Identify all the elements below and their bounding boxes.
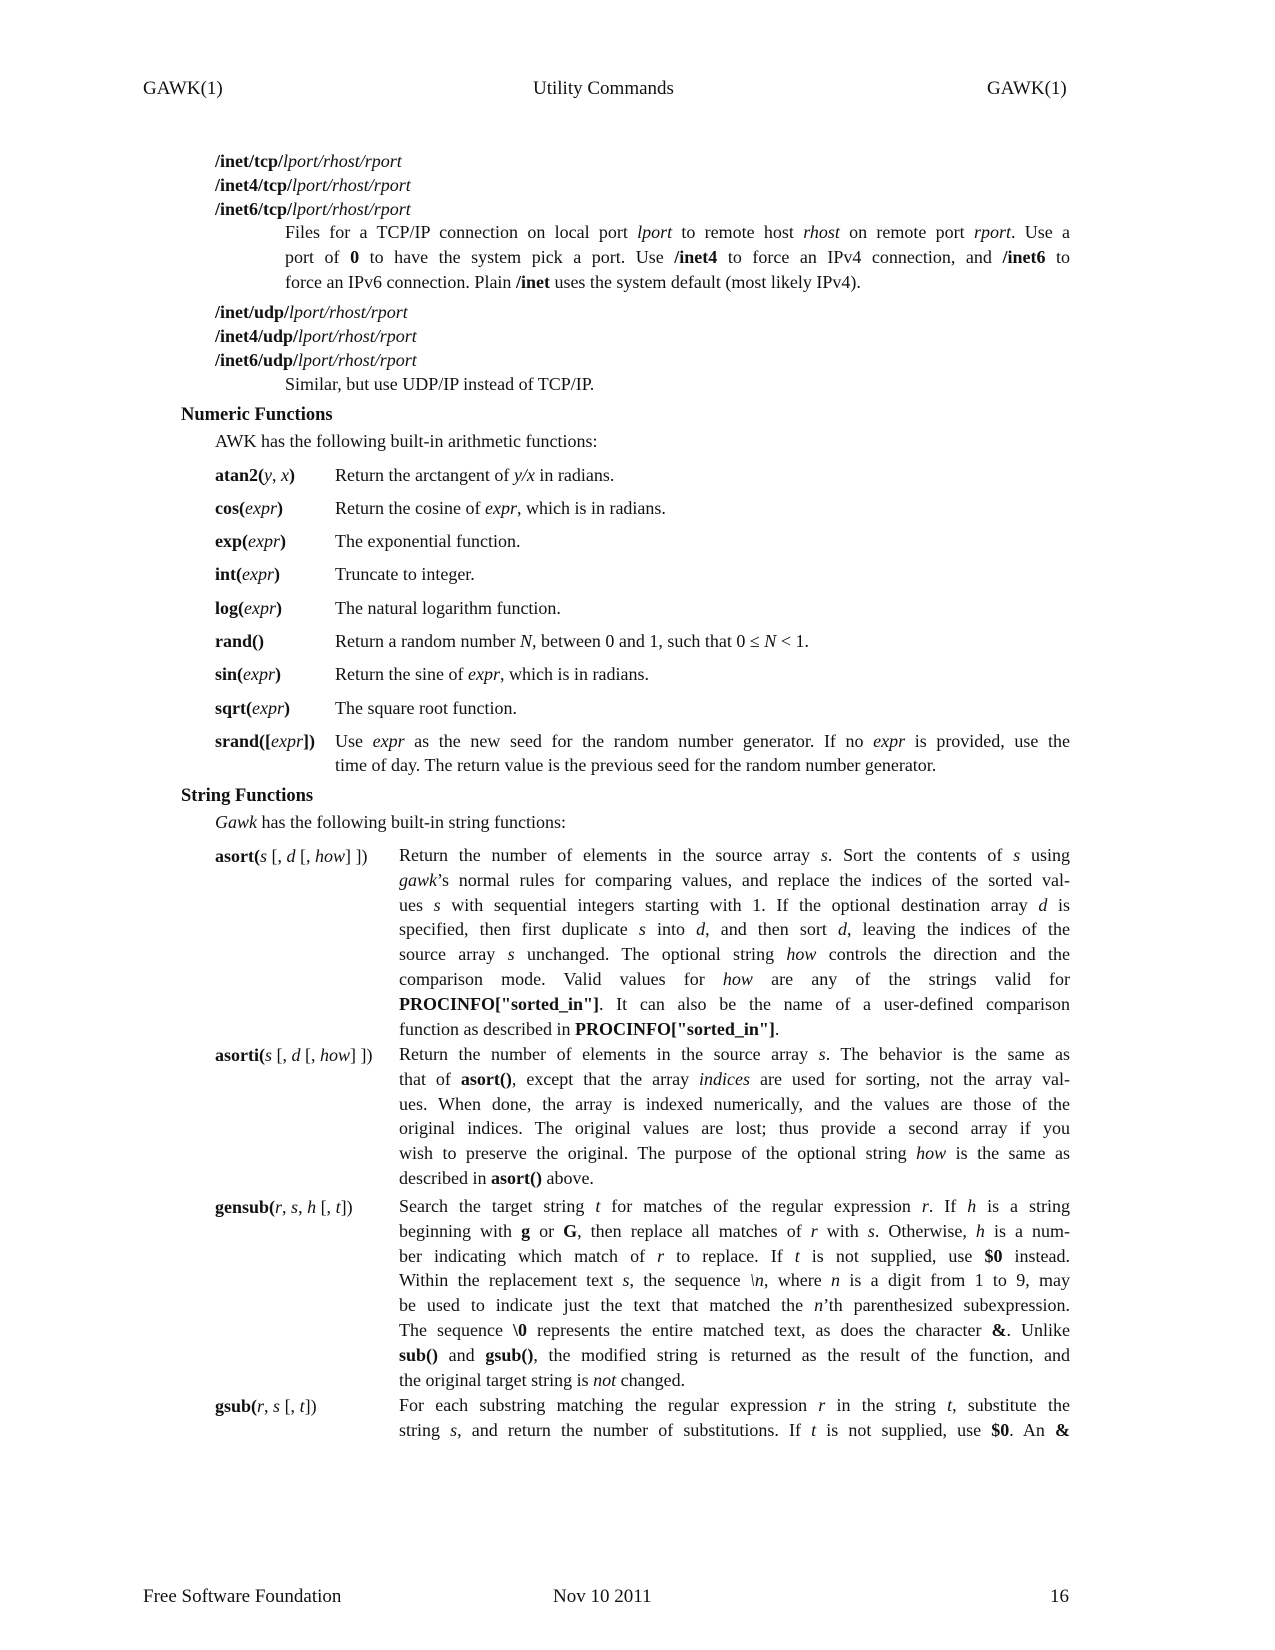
func-exp-desc: The exponential function. [335,531,521,551]
footer-left: Free Software Foundation [143,1586,342,1607]
func-asort-label: asort(s [, d [, how] ]) [215,846,368,866]
func-gensub-desc: Search the target string t for matches of the regular expression r. If h is a string beginning with g or G, then replace all matches of r with s. Otherwise, h is a num- ber indicating which match of r to replace. If t is not supplied, use $0 instead. Within the replacement text s, the sequence \n, where n is a digit from 1 to 9, may be used to indicate just the text that matched the n’th parenthesized subexpression. The sequence \0 represents the entire matched text, as does the character &. Unlike sub() and gsub(), the modified string is returned as the result of the function, and the original target string is not changed. [399,1196,1071,1390]
func-rand-label: rand() [215,631,264,651]
inet4-tcp-path: /inet4/tcp/lport/rhost/rport [215,175,411,195]
func-gsub-desc: For each substring matching the regular expression r in the string t, substitute the string s, and return the number of substitutions. If t is not supplied, use $0. An & [399,1395,1070,1440]
func-asort-desc: Return the number of elements in the source array s. Sort the contents of s using gawk’s normal rules for comparing values, and replace the indices of the sorted val- ues s with sequential integers starting with 1. If the optional destination array d is specified, then first duplicate s into d, and then sort d, leaving the indices of the source array s unchanged. The optional string how controls the direction and the comparison mode. Valid values for how are any of the strings valid for PROCINFO["sorted_in"]. It can also be the name of a user-defined comparison function as described in PROCINFO["sorted_in"]. [399,845,1071,1039]
func-sin-label: sin(expr) [215,664,281,684]
func-log-label: log(expr) [215,598,282,618]
inet-udp-path: /inet/udp/lport/rhost/rport [215,302,408,322]
func-cos-desc: Return the cosine of expr, which is in radians. [335,498,666,518]
func-atan2-label: atan2(y, x) [215,465,295,485]
func-atan2-desc: Return the arctangent of y/x in radians. [335,465,615,485]
func-int-label: int(expr) [215,564,280,584]
header-center: Utility Commands [533,78,674,99]
func-asorti-label: asorti(s [, d [, how] ]) [215,1045,373,1065]
func-exp-label: exp(expr) [215,531,286,551]
inet-tcp-description: Files for a TCP/IP connection on local port lport to remote host rhost on remote port rport. Use a port of 0 to have the system pick a port. Use /inet4 to force an IPv4 connection, and /inet6 to force an IPv6 connection. Plain /inet uses the system default (most likely IPv4). [285,222,1070,292]
inet6-tcp-path: /inet6/tcp/lport/rhost/rport [215,199,411,219]
func-int-desc: Truncate to integer. [335,564,475,584]
func-asorti-desc: Return the number of elements in the source array s. The behavior is the same as that of asort(), except that the array indices are used for sorting, not the array val- ues. When done, the array is indexed numerically, and the values are those of the original indices. The original values are lost; thus provide a second array if you wish to preserve the original. The purpose of the optional string how is the same as described in asort() above. [399,1044,1070,1188]
func-rand-desc: Return a random number N, between 0 and 1, such that 0 ≤ N < 1. [335,631,809,651]
numeric-functions-heading: Numeric Functions [181,405,333,425]
func-sin-desc: Return the sine of expr, which is in radians. [335,664,649,684]
inet4-udp-path: /inet4/udp/lport/rhost/rport [215,326,417,346]
func-srand-desc: Use expr as the new seed for the random number generator. If no expr is provided, use the time of day. The return value is the previous seed for the random number generator. [335,731,1070,775]
func-srand-label: srand([expr]) [215,731,315,751]
string-functions-heading: String Functions [181,786,314,806]
string-intro: Gawk has the following built-in string functions: [215,812,566,832]
header-left: GAWK(1) [143,78,223,99]
func-sqrt-label: sqrt(expr) [215,698,290,718]
numeric-intro: AWK has the following built-in arithmetic functions: [215,431,598,451]
func-cos-label: cos(expr) [215,498,283,518]
func-gensub-label: gensub(r, s, h [, t]) [215,1197,353,1217]
func-gsub-label: gsub(r, s [, t]) [215,1396,317,1416]
func-sqrt-desc: The square root function. [335,698,517,718]
inet6-udp-path: /inet6/udp/lport/rhost/rport [215,350,417,370]
inet-udp-description: Similar, but use UDP/IP instead of TCP/IP. [285,374,595,394]
func-log-desc: The natural logarithm function. [335,598,561,618]
header-right: GAWK(1) [987,78,1067,99]
footer-center: Nov 10 2011 [553,1586,652,1607]
page-number: 16 [1050,1586,1069,1607]
inet-tcp-path: /inet/tcp/lport/rhost/rport [215,151,402,171]
